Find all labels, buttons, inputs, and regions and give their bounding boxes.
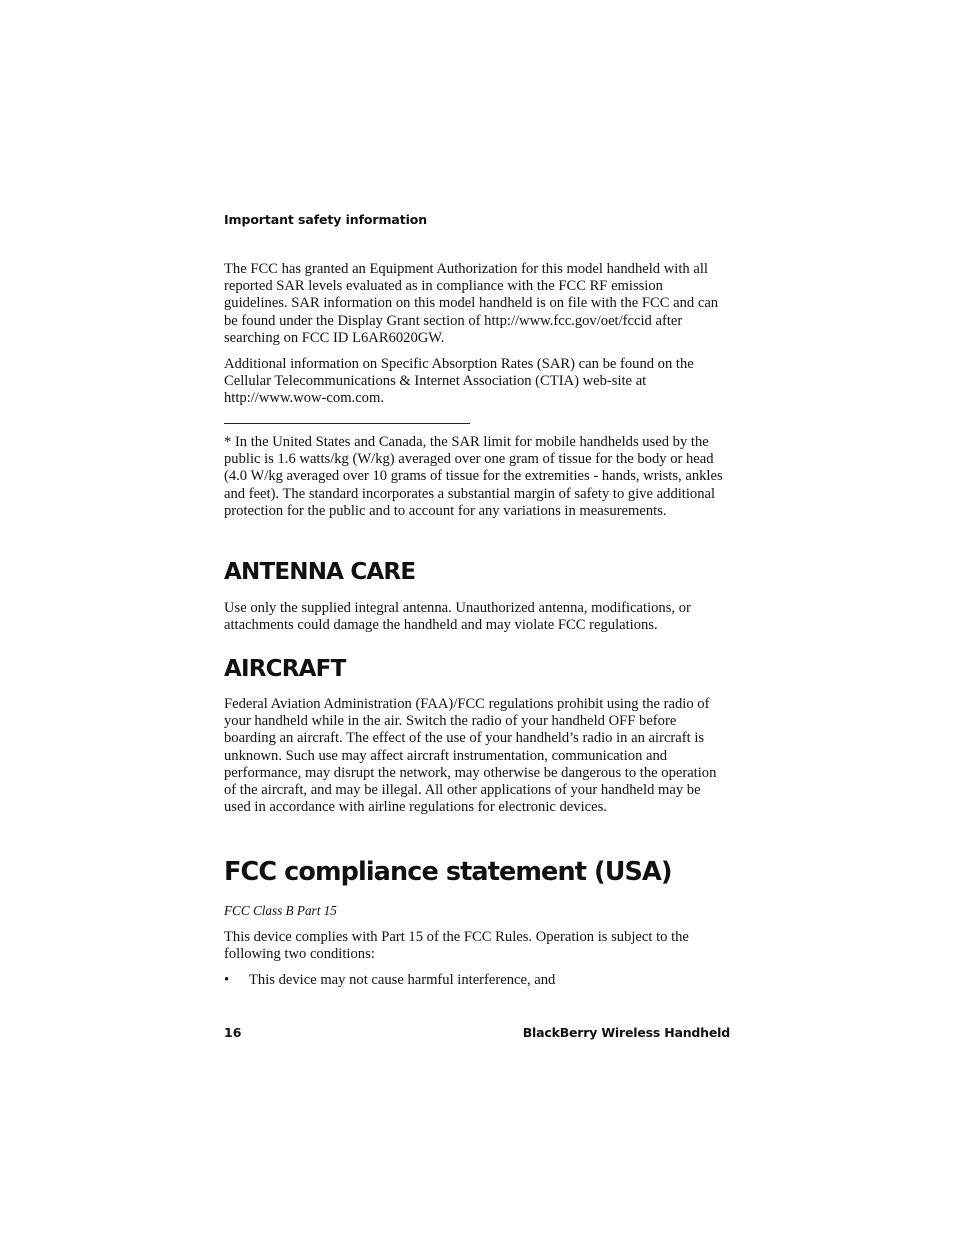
antenna-care-heading: ANTENNA CARE: [224, 559, 416, 585]
fcc-compliance-paragraph: This device complies with Part 15 of the FCC Rules. Operation is subject to the following two conditions:: [224, 929, 689, 963]
running-head: Important safety information: [224, 212, 428, 227]
sar-paragraph-ctia: Additional information on Specific Absorption Rates (SAR) can be found on the Cellular Telecommunications & Internet Association (CTIA) web-site at http://www.wow-com.com.: [224, 356, 694, 407]
footnote-divider: [224, 423, 470, 424]
aircraft-paragraph: Federal Aviation Administration (FAA)/FCC regulations prohibit using the radio of your handheld while in the air. Switch the radio of your handheld OFF before boarding an aircraft. The effect of the use of your handheld’s radio in an aircraft is unknown. Such use may affect aircraft instrumentation, communication and performance, may disrupt the network, may otherwise be dangerous to the operation of the aircraft, and may be illegal. All other applications of your handheld may be used in accordance with airline regulations for electronic devices.: [224, 696, 717, 816]
book-title: BlackBerry Wireless Handheld: [522, 1025, 730, 1040]
fcc-class-subtitle: FCC Class B Part 15: [224, 903, 337, 918]
page-number: 16: [224, 1025, 242, 1040]
bullet-text: This device may not cause harmful interference, and: [249, 972, 556, 988]
sar-footnote: * In the United States and Canada, the SAR limit for mobile handhelds used by the public is 1.6 watts/kg (W/kg) averaged over one gram of tissue for the body or head (4.0 W/kg averaged over 10 grams of tissue for the extremities - hands, wrists, ankles and feet). The standard incorporates a substantial margin of safety to give additional protection for the public and to account for any variations in measurements.: [224, 434, 723, 519]
bullet-icon: •: [224, 972, 230, 988]
antenna-care-paragraph: Use only the supplied integral antenna. Unauthorized antenna, modifications, or attachments could damage the handheld and may violate FCC regulations.: [224, 600, 691, 634]
sar-paragraph-authorization: The FCC has granted an Equipment Authorization for this model handheld with all reported SAR levels evaluated as in compliance with the FCC RF emission guidelines. SAR information on this model handheld is on file with the FCC and can be found under the Display Grant section of http://www.fcc.gov/oet/fccid after searching on FCC ID L6AR6020GW.: [224, 261, 719, 346]
list-item: [224, 972, 730, 989]
fcc-compliance-heading: FCC compliance statement (USA): [224, 857, 672, 887]
aircraft-heading: AIRCRAFT: [224, 656, 346, 682]
